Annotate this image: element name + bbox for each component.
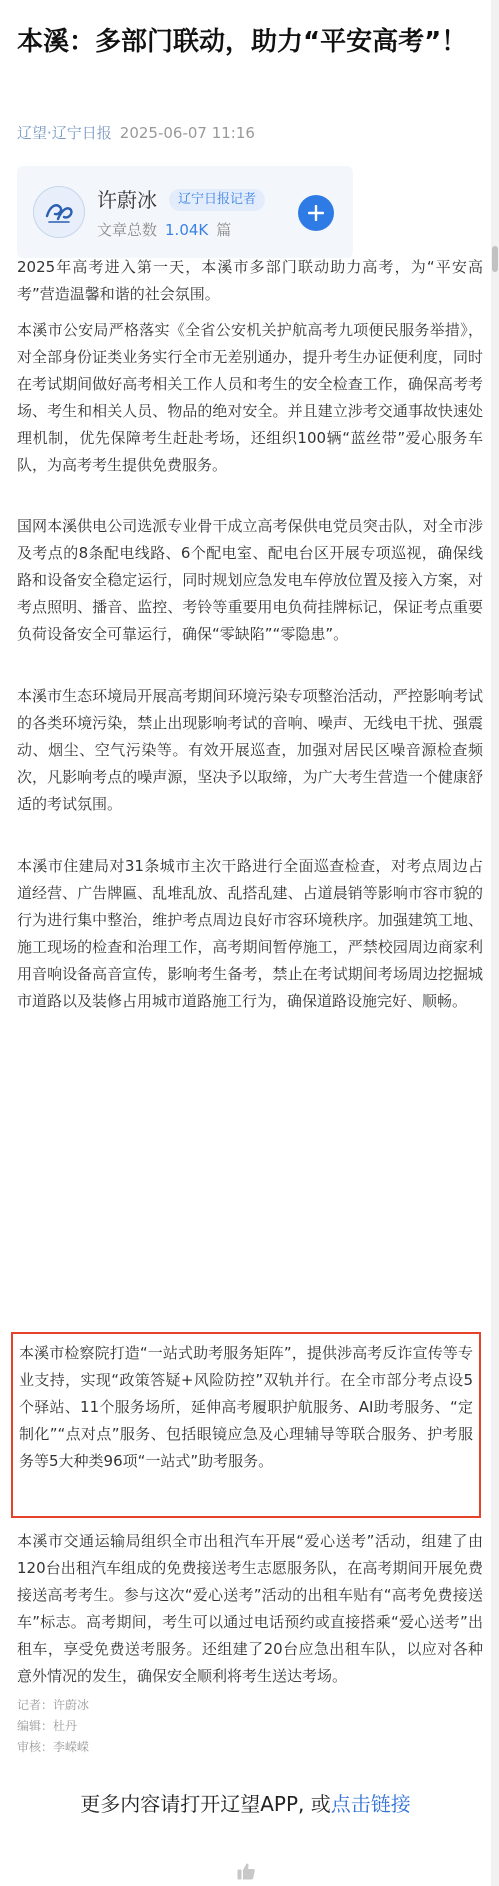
paragraph-environment: 本溪市生态环境局开展高考期间环境污染专项整治活动，严控影响考试的各类环境污染，禁止出现影响考试的音响、噪声、无线电干扰、强震动、烟尘、空气污染等。有效开展巡查，加强对居民区噪音源检查频次，凡影响考点的噪声源，坚决予以取缔，为广大考生营造一个健康舒适的考试氛围。	[17, 687, 483, 813]
article-count-value: 1.04K	[165, 221, 209, 239]
open-link[interactable]: 点击链接	[330, 1792, 411, 1816]
paragraph-procuratorate: 本溪市检察院打造“一站式助考服务矩阵”，提供涉高考反诈宣传等专业支持，实现“政策答疑+风险防控”双轨并行。在全市部分考点设5个驿站、11个服务场所，延伸高考履职护航服务、AI助考服务、“定制化”“点对点”服务、包括眼镜应急及心理辅导等联合服务、护考服务等5大种类96项“一站式”助考服务。	[19, 1344, 473, 1470]
author-card[interactable]	[17, 166, 353, 258]
scrollbar-thumb[interactable]	[492, 246, 498, 272]
author-stats	[97, 220, 231, 240]
reviewer-credit: 审核：李嵘嵘	[17, 1740, 90, 1754]
paragraph-police: 本溪市公安局严格落实《全省公安机关护航高考九项便民服务举措》，对全部身份证类业务实行全市无差别通办，提升考生办证便利度，同时在考试期间做好高考相关工作人员和考生的安全检查工作，确保高考考场、考生和相关人员、物品的绝对安全。并且建立涉考交通事故快速处理机制，优先保障考生赶赴考场，还组织100辆“蓝丝带”爱心服务车队，为高考考生提供免费服务。	[17, 321, 483, 474]
like-button[interactable]	[230, 1859, 262, 1883]
newspaper-logo-icon[interactable]	[33, 186, 85, 238]
paragraph-housing: 本溪市住建局对31条城市主次干路进行全面巡查检查，对考点周边占道经营、广告牌匾、乱堆乱放、乱搭乱建、占道晨销等影响市容市貌的行为进行集中整治，维护考点周边良好市容环境秩序。加强建筑工地、施工现场的检查和治理工作，高考期间暂停施工，严禁校园周边商家利用音响设备高音宣传，影响考生备考，禁止在考试期间考场周边挖掘城市道路以及装修占用城市道路施工行为，确保道路设施完好、顺畅。	[17, 857, 483, 1010]
article-meta	[17, 123, 255, 143]
reporter-credit: 记者：许蔚冰	[17, 1698, 90, 1712]
author-name[interactable]: 许蔚冰	[97, 188, 157, 212]
article-count-unit: 篇	[216, 221, 232, 239]
paragraph-power-supply: 国网本溪供电公司选派专业骨干成立高考保供电党员突击队，对全市涉及考点的8条配电线路、6个配电室、配电台区开展专项巡视，确保线路和设备安全稳定运行，同时规划应急发电车停放位置及接入方案，对考点照明、播音、监控、考铃等重要用电负荷挂牌标记，保证考点重要负荷设备安全可靠运行，确保“零缺陷”“零隐患”。	[17, 517, 483, 643]
plus-icon	[308, 205, 324, 221]
publish-date: 2025-06-07 11:16	[119, 124, 255, 142]
scrollbar[interactable]	[491, 0, 499, 1886]
paragraph-transport: 本溪市交通运输局组织全市出租汽车开展“爱心送考”活动，组建了由120台出租汽车组成的免费接送考生志愿服务队，在高考期间开展免费接送高考考生。参与这次“爱心送考”活动的出租车贴有“高考免费接送车”标志。高考期间，考生可以通过电话预约或直接搭乘“爱心送考”出租车，享受免费送考服务。还组建了20台应急出租车队，以应对各种意外情况的发生，确保安全顺利将考生送达考场。	[17, 1532, 483, 1685]
follow-button[interactable]	[298, 195, 334, 231]
author-role-badge: 辽宁日报记者	[169, 189, 265, 211]
thumbs-up-icon	[236, 1861, 256, 1881]
source-link[interactable]: 辽望·辽宁日报	[17, 124, 112, 142]
article-title: 本溪：多部门联动，助力“平安高考”！	[17, 27, 468, 57]
paragraph-intro: 2025年高考进入第一天，本溪市多部门联动助力高考，为“平安高考”营造温馨和谐的社会氛围。	[17, 258, 483, 303]
article-count-label: 文章总数	[97, 221, 158, 239]
app-promo-text: 更多内容请打开辽望APP, 或	[80, 1792, 331, 1816]
app-promo-banner	[0, 1790, 491, 1818]
editor-credit: 编辑：杜丹	[17, 1719, 78, 1733]
